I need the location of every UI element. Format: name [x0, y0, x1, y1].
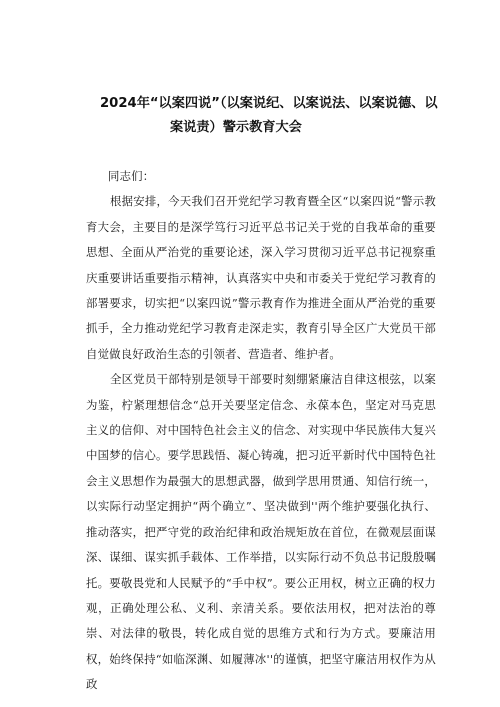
- title-line-1: 2024年“以案四说”（以案说纪、以案说法、以案说德、以: [100, 96, 438, 111]
- paragraph-2: 全区党员干部特别是领导干部要时刻绷紧廉洁自律这根弦，以案为鉴，柠紧理想信念“总开关要坚定信念、永葆本色，坚定对马克思主义的信仰、对中国特色社会主义的信念、对实现中华民族伟大复兴中国梦的信心。要学思践悟、凝心铸魂，把习近平新时代中国特色社会主义思想作为最强大的思想武器，做到学思用贯通、知信行统一，以实际行动坚定拥护“两个确立”、坚决做到''两个维护要强化执行、推动落实，把严守党的政治纪律和政治规矩放在首位，在微观层面谋深、谋细、谋实抓手载体、工作举措，以实际行动不负总书记殷殷嘱托。要敬畏党和人民赋予的“手中权”。要公正用权，树立正确的权力观，正确处理公私、义利、亲清关系。要依法用权，把对法治的尊崇、对法律的敬畏，转化成自觉的思维方式和行为方式。要廉洁用权，始终保持“如临深渊、如履薄冰''的谨慎，把坚守廉洁用权作为从政: [86, 372, 436, 692]
- paragraph-1: 根据安排，今天我们召开党纪学习教育暨全区“以案四说“警示教育大会，主要目的是深学笃行习近平总书记关于党的自我革命的重要思想、全面从严治党的重要论述，深入学习贯彻习近平总书记视察重庆重要讲话重要指示精神，认真落实中央和市委关于党纪学习教育的部署要求，切实把“以案四说”警示教育作为推进全面从严治党的重要抓手，全力推动党纪学习教育走深走实，教育引导全区广大党员干部自觉做良好政治生态的引领者、营造者、维护者。: [86, 194, 436, 361]
- title-line-2: 案说责）警示教育大会: [170, 120, 302, 135]
- document-title: [100, 92, 440, 140]
- document-body: [86, 164, 436, 698]
- greeting: 同志们：: [108, 169, 155, 183]
